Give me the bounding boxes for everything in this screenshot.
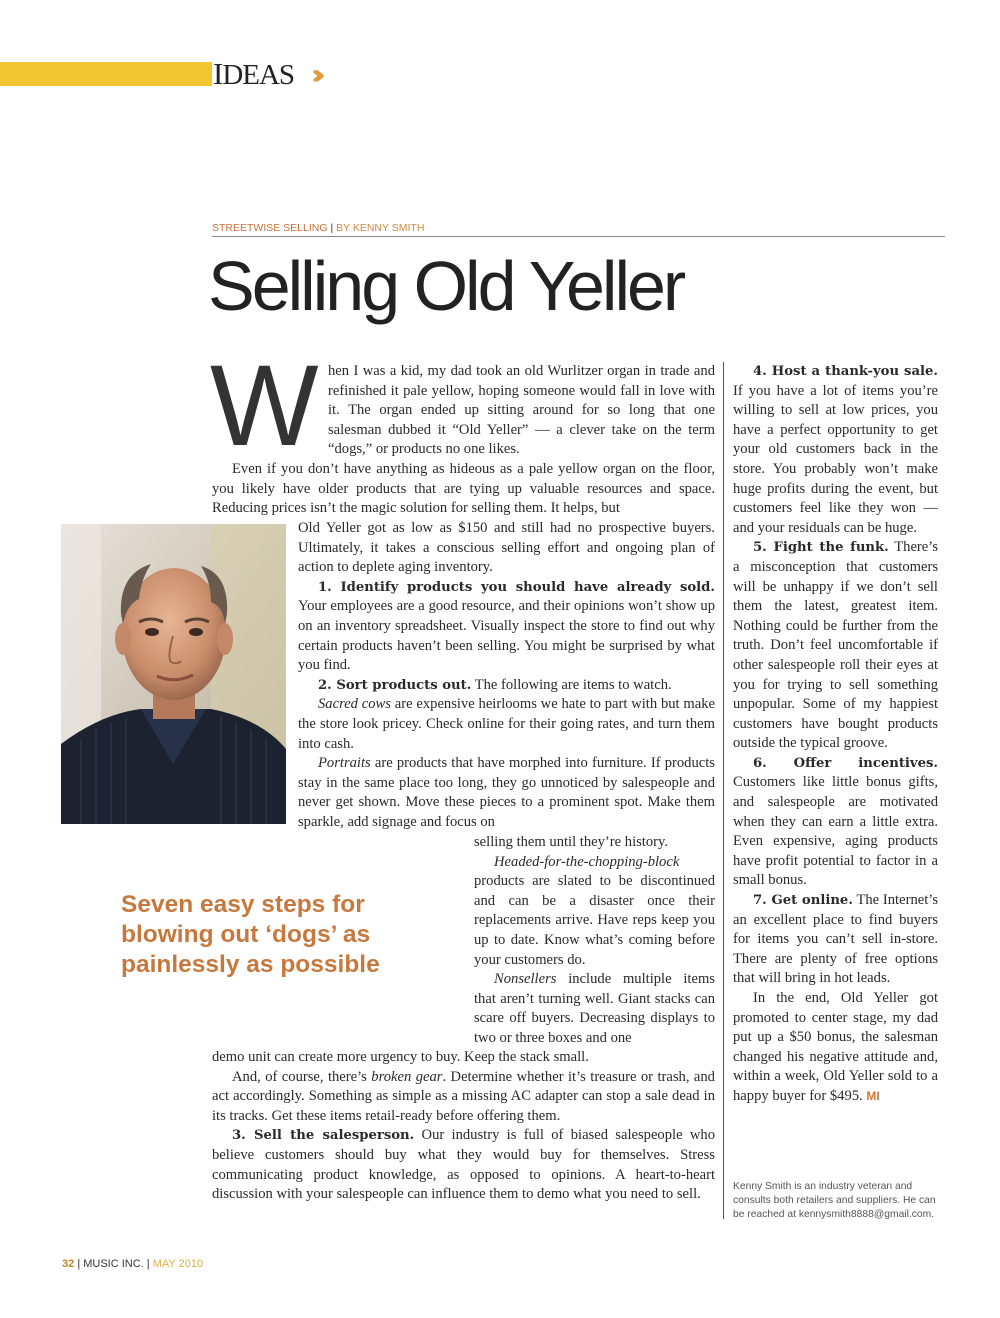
- broken-gear-term: broken gear: [371, 1068, 443, 1085]
- step-6-title: 6. Offer incentives.: [753, 755, 938, 771]
- sacred-cows-text: are expensive heirlooms we hate to part with but make the store look pricey. Check online for their going rates, and turn them into cash.: [298, 696, 715, 752]
- magazine-name: MUSIC INC.: [83, 1258, 144, 1270]
- nonsellers-paragraph: [474, 970, 715, 1048]
- section-color-band: [0, 62, 212, 86]
- step-1: [298, 578, 715, 676]
- article-para2: [212, 460, 715, 519]
- kicker-section: STREETWISE SELLING: [212, 222, 328, 234]
- step-5: [733, 538, 938, 754]
- section-label: IDEAS: [213, 56, 295, 91]
- headline: Selling Old Yeller: [208, 247, 684, 325]
- article-bottom-column: [212, 1048, 715, 1205]
- step-4-title: 4. Host a thank-you sale.: [753, 364, 938, 379]
- folio-separator-2: |: [146, 1258, 150, 1270]
- sacred-cows-term: Sacred cows: [318, 696, 391, 713]
- step-5-text: There’s a misconception that customers will be unhappy if we don’t sell them the latest, greatest item. Nothing could be further from the truth. Don’t feel uncomfortable if other salespeople roll their eyes at you for trying to sell something unpopular. Some of my happiest customers have bought products outside the typical groove.: [733, 539, 938, 752]
- step-7: [733, 891, 938, 989]
- kicker-separator: |: [330, 222, 334, 234]
- portraits-term: Portraits: [318, 755, 371, 772]
- broken-gear-text: . Determine whether it’s treasure or trash, and act accordingly. Something as simple as a missing AC adapter can stop a sale dead in its tracks. Get these items retail-ready before offering them.: [212, 1068, 715, 1124]
- folio-separator: |: [77, 1258, 81, 1270]
- step-7-title: 7. Get online.: [753, 893, 853, 909]
- issue-date: MAY 2010: [152, 1258, 204, 1270]
- kicker-line: [212, 222, 945, 237]
- sacred-cows-paragraph: [298, 695, 715, 754]
- intro-paragraph: hen I was a kid, my dad took an old Wurlitzer organ in trade and refinished it pale yellow, hoping someone would fall in love with it. The organ ended up sitting around for so long that one salesman dubbed it “Old Yeller” — a clever take on the term “dogs,” or products no one likes.: [328, 363, 715, 458]
- nonsellers-term: Nonsellers: [494, 971, 557, 988]
- chevrons-icon: ›››: [311, 58, 316, 91]
- column-rule: [723, 362, 724, 1219]
- nonsellers-text: include multiple items that aren’t turning well. Giant stacks can scare off buyers. Decreasing displays to two or three boxes and one: [474, 971, 715, 1046]
- chopping-block-term: Headed-for-the-chopping-block: [494, 853, 680, 870]
- step-1-title: 1. Identify products you should have already sold.: [318, 579, 715, 595]
- closing-text: In the end, Old Yeller got promoted to center stage, my dad put up a $50 bonus, the salesman changed his negative attitude and, within a week, Old Yeller sold to a happy buyer for $495.: [733, 990, 938, 1104]
- article-photo-column: [298, 519, 715, 833]
- article-intro: [328, 362, 715, 460]
- step-4-text: If you have a lot of items you’re willing to sell at low prices, you have a perfect opportunity to get your old customers back in the store. You probably won’t make huge profits during the event, but customers feel like they won — and your residuals can be huge.: [733, 382, 938, 536]
- byline: BY KENNY SMITH: [336, 222, 425, 234]
- closing-paragraph: [733, 989, 938, 1107]
- step-6-text: Customers like little bonus gifts, and salespeople are motivated when they can earn a little extra. Even expensive, aging products have profit potential to factor in a small bonus.: [733, 774, 938, 889]
- step-5-title: 5. Fight the funk.: [753, 540, 889, 556]
- step-1-text: Your employees are a good resource, and their opinions won’t show up on an inventory spreadsheet. Visually inspect the store to find out why certain products haven’t been selling. You might be surprised by what you find.: [298, 598, 715, 674]
- step-3-title: 3. Sell the salesperson.: [232, 1128, 415, 1144]
- author-photo: [61, 524, 286, 824]
- portraits-paragraph: [298, 754, 715, 832]
- step-2-text: The following are items to watch.: [474, 676, 672, 693]
- step-4: [733, 362, 938, 538]
- step-2: [298, 676, 715, 696]
- body-paragraph: Even if you don’t have anything as hideous as a pale yellow organ on the floor, you likely have older products that are tying up valuable resources and space. Reducing prices isn’t the magic solution for selling them. It helps, but: [212, 461, 715, 517]
- step-7-text: The Internet’s an excellent place to find buyers for items you can’t sell in-store. There are plenty of free options that will bring in hot leads.: [733, 892, 939, 987]
- body-paragraph: demo unit can create more urgency to buy. Keep the stack small.: [212, 1049, 589, 1065]
- step-2-title: 2. Sort products out.: [318, 677, 472, 693]
- step-3-text: Our industry is full of biased salespeople who believe customers should buy what they would buy for themselves. Stress communicating product knowledge, as opposed to opinions. A heart-to-heart discussion with your salespeople can influence them to demo what you need to sell.: [212, 1127, 715, 1203]
- drop-cap: W: [210, 342, 319, 470]
- body-paragraph: selling them until they’re history.: [474, 834, 669, 850]
- end-mark: MI: [866, 1088, 880, 1103]
- page-number: 32: [62, 1258, 75, 1270]
- page-folio: [62, 1258, 203, 1270]
- article-right-column: [733, 362, 938, 1107]
- step-3: [212, 1126, 715, 1204]
- step-6: [733, 754, 938, 891]
- author-bio: Kenny Smith is an industry veteran and consults both retailers and suppliers. He can be reached at kennysmith8888@gmail.com.: [733, 1181, 936, 1220]
- author-portrait-image: [61, 524, 286, 824]
- broken-gear-paragraph: [212, 1068, 715, 1127]
- chopping-block-text: products are slated to be discontinued and can be a disaster once their replacements arrive. Have reps keep you up to date. Know what’s coming before your customers do.: [474, 873, 715, 968]
- broken-gear-lead: And, of course, there’s: [232, 1068, 367, 1085]
- portraits-text: are products that have morphed into furniture. If products stay in the same place too long, they go unnoticed by salespeople and never get shown. Move these pieces to a prominent spot. Make them sparkle, add signage and focus on: [298, 755, 715, 830]
- chopping-block-paragraph: [474, 853, 715, 971]
- pull-quote: Seven easy steps for blowing out ‘dogs’ as painlessly as possible: [121, 891, 380, 978]
- article-narrow-column: [474, 833, 715, 1049]
- body-paragraph: Old Yeller got as low as $150 and still had no prospective buyers. Ultimately, it takes a conscious selling effort and ongoing plan of action to deplete aging inventory.: [298, 520, 715, 576]
